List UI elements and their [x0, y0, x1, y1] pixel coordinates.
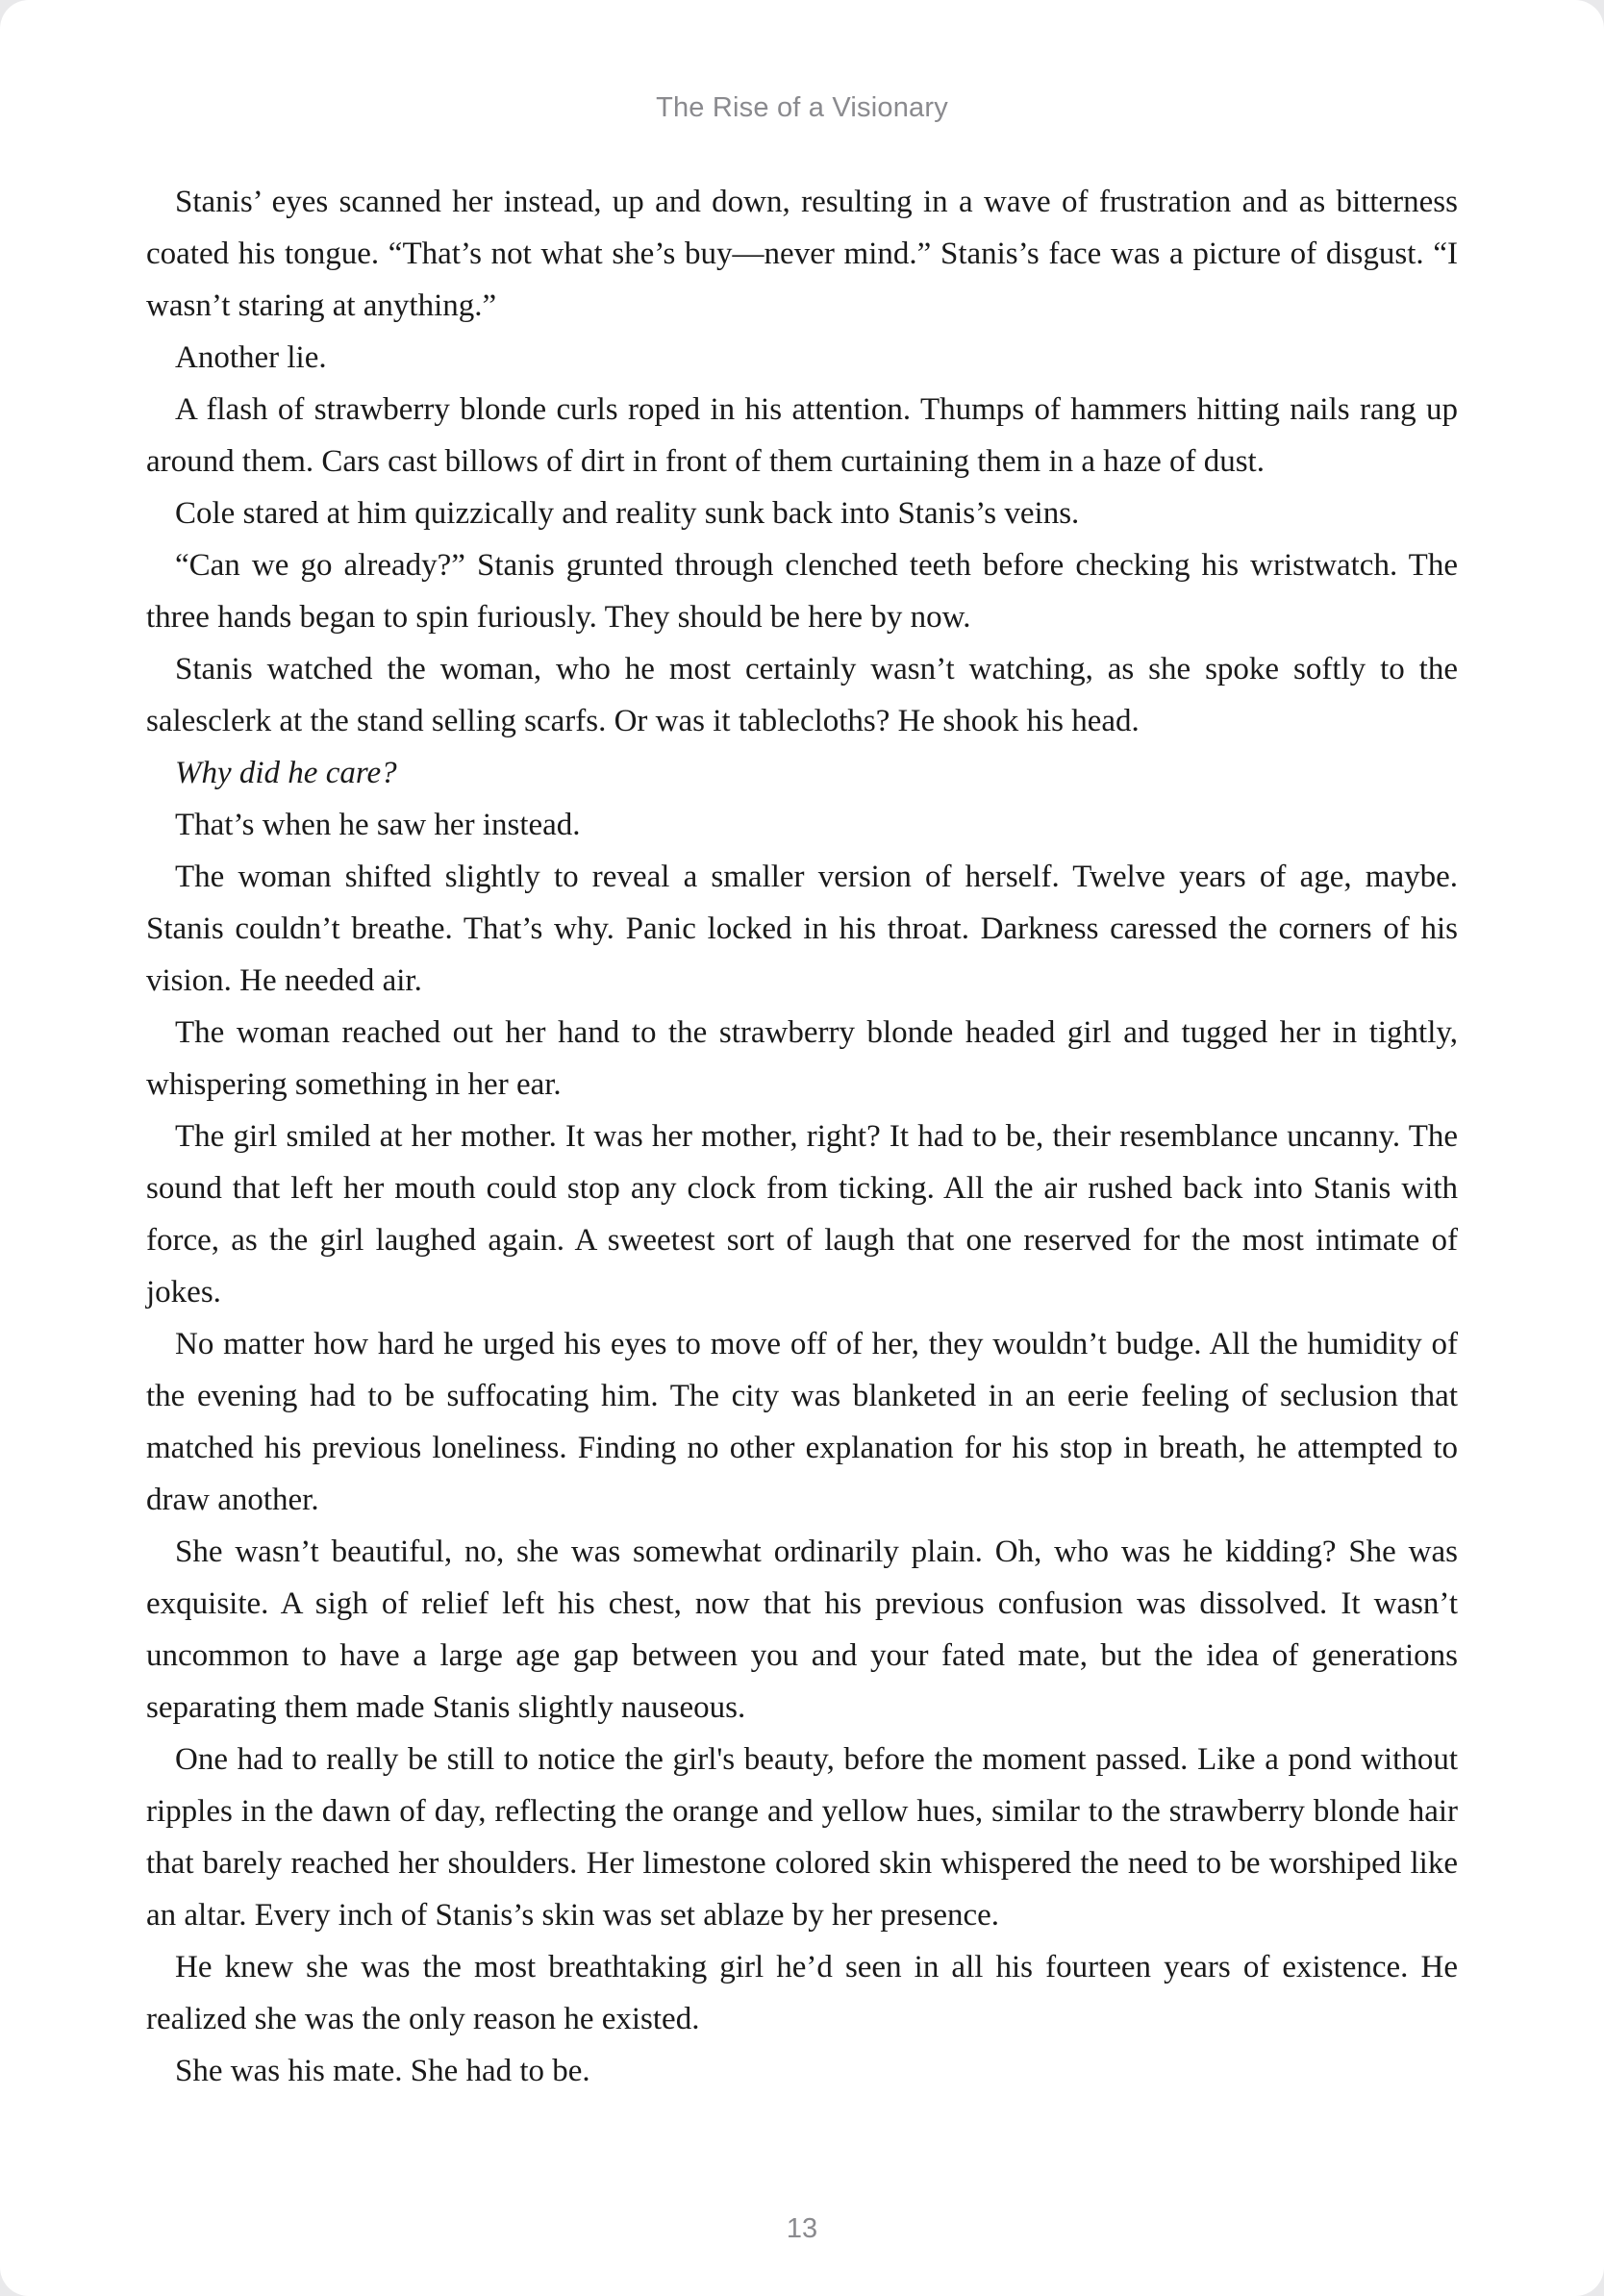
book-title-header: The Rise of a Visionary	[656, 92, 948, 123]
paragraph: A flash of strawberry blonde curls roped in his attention. Thumps of hammers hitting nails rang up around them. Cars cast billows of dirt in front of them curtaining them in a haze of dust.	[146, 392, 1458, 479]
paragraph: The woman shifted slightly to reveal a smaller version of herself. Twelve years of age, maybe. Stanis couldn’t breathe. That’s why. Panic locked in his throat. Darkness caressed the corners of his vision. He needed air.	[146, 860, 1458, 998]
paragraph: Cole stared at him quizzically and reality sunk back into Stanis’s veins.	[175, 496, 1080, 531]
paragraph: Another lie.	[175, 340, 327, 375]
paragraph: “Can we go already?” Stanis grunted through clenched teeth before checking his wristwatch. The three hands began to spin furiously. They should be here by now.	[146, 548, 1458, 635]
paragraph: Stanis watched the woman, who he most certainly wasn’t watching, as she spoke softly to the salesclerk at the stand selling scarfs. Or was it tablecloths? He shook his head.	[146, 652, 1458, 738]
paragraph: That’s when he saw her instead.	[175, 808, 581, 842]
paragraph: No matter how hard he urged his eyes to move off of her, they wouldn’t budge. All the humidity of the evening had to be suffocating him. The city was blanketed in an eerie feeling of seclusion that matched his previous loneliness. Finding no other explanation for his stop in breath, he attempted to draw another.	[146, 1327, 1458, 1517]
paragraph: Stanis’ eyes scanned her instead, up and down, resulting in a wave of frustration and as bitterness coated his tongue. “That’s not what she’s buy—never mind.” Stanis’s face was a picture of disgust. “I wasn’t staring at anything.”	[146, 185, 1458, 323]
paragraph: She was his mate. She had to be.	[175, 2054, 590, 2088]
italic-paragraph: Why did he care?	[175, 756, 397, 790]
paragraph: The girl smiled at her mother. It was her mother, right? It had to be, their resemblance uncanny. The sound that left her mouth could stop any clock from ticking. All the air rushed back into Stanis with force, as the girl laughed again. A sweetest sort of laugh that one reserved for the most intimate of jokes.	[146, 1119, 1458, 1310]
page-body-text	[146, 176, 1458, 2097]
page-number: 13	[786, 2213, 818, 2244]
paragraph: He knew she was the most breathtaking girl he’d seen in all his fourteen years of existence. He realized she was the only reason he existed.	[146, 1950, 1458, 2036]
paragraph: The woman reached out her hand to the strawberry blonde headed girl and tugged her in tightly, whispering something in her ear.	[146, 1015, 1458, 1102]
paragraph: One had to really be still to notice the girl's beauty, before the moment passed. Like a pond without ripples in the dawn of day, reflecting the orange and yellow hues, similar to the strawberry blonde hair that barely reached her shoulders. Her limestone colored skin whispered the need to be worshiped like an altar. Every inch of Stanis’s skin was set ablaze by her presence.	[146, 1742, 1458, 1933]
paragraph: She wasn’t beautiful, no, she was somewhat ordinarily plain. Oh, who was he kidding? She was exquisite. A sigh of relief left his chest, now that his previous confusion was dissolved. It wasn’t uncommon to have a large age gap between you and your fated mate, but the idea of generations separating them made Stanis slightly nauseous.	[146, 1535, 1458, 1725]
